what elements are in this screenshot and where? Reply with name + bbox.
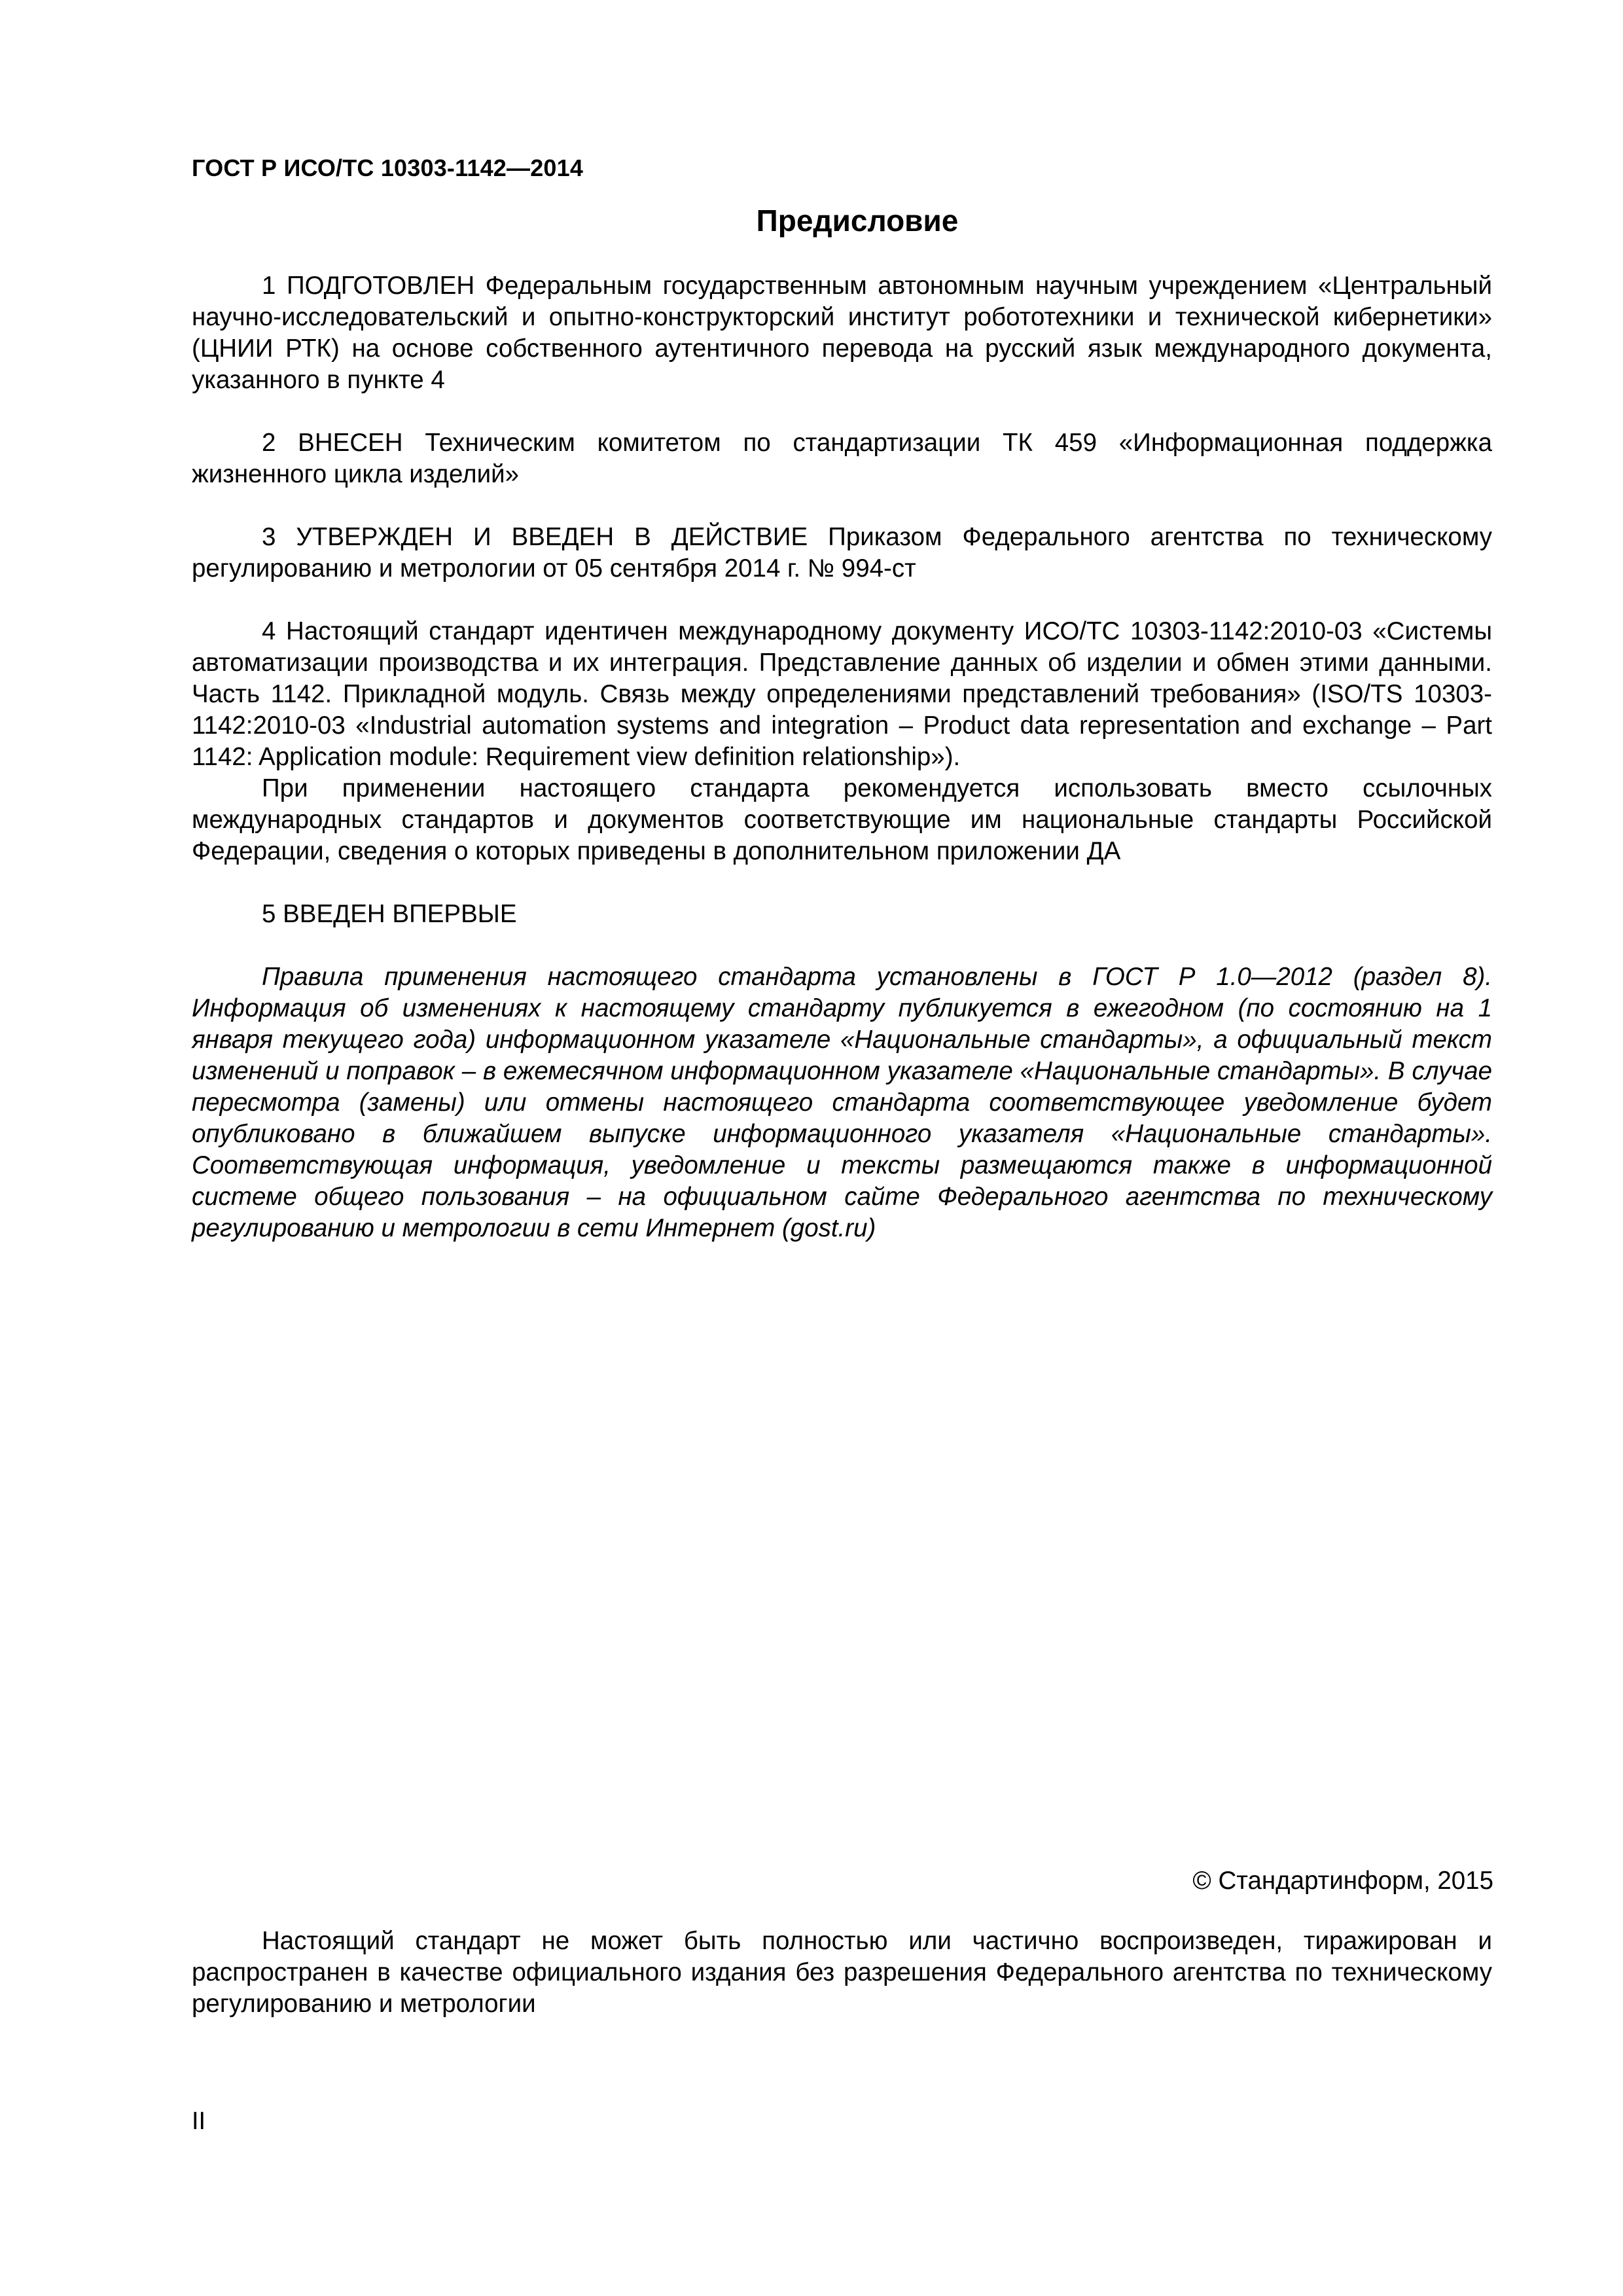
foreword-body (192, 270, 1492, 1244)
paragraph-introduced: 2 ВНЕСЕН Техническим комитетом по стандартизации ТК 459 «Информационная поддержка жизненного цикла изделий» (192, 429, 1492, 488)
document-header: ГОСТ Р ИСО/ТС 10303-1142—2014 (192, 154, 584, 181)
page-number: II (192, 2108, 206, 2135)
paragraph-references: При применении настоящего стандарта рекомендуется использовать вместо ссылочных международных стандартов и документов соответствующие им национальные стандарты Российской Федерации, сведения о которых приведены в дополнительном приложении ДА (192, 774, 1492, 865)
copyright-line: © Стандартинформ, 2015 (1192, 1867, 1493, 1895)
paragraph-identical: 4 Настоящий стандарт идентичен международному документу ИСО/ТС 10303-1142:2010-03 «Системы автоматизации производства и их интеграция. Представление данных об изделии и обмен этими данными. Часть 1142. Прикладной модуль. Связь между определениями представлений требования» (ISO/TS 10303-1142:2010-03 «Industrial automation systems and integration – Product data representation and exchange – Part 1142: Application module: Requirement view definition relationship»). (192, 617, 1492, 771)
paragraph-first-introduced: 5 ВВЕДЕН ВПЕРВЫЕ (262, 900, 517, 928)
reproduction-notice: Настоящий стандарт не может быть полностью или частично воспроизведен, тиражирован и распространен в качестве официального издания без разрешения Федерального агентства по техническому регулированию и метрологии (192, 1927, 1492, 2018)
paragraph-approved: 3 УТВЕРЖДЕН И ВВЕДЕН В ДЕЙСТВИЕ Приказом Федерального агентства по техническому регулированию и метрологии от 05 сентября 2014 г. № 994-ст (192, 523, 1492, 583)
page-title: Предисловие (756, 204, 959, 238)
paragraph-application-rules: Правила применения настоящего стандарта установлены в ГОСТ Р 1.0—2012 (раздел 8). Информация об изменениях к настоящему стандарту публикуется в ежегодном (по состоянию на 1 января текущего года) информационном указателе «Национальные стандарты», а официальный текст изменений и поправок – в ежемесячном информационном указателе «Национальные стандарты». В случае пересмотра (замены) или отмены настоящего стандарта соответствующее уведомление будет опубликовано в ближайшем выпуске информационного указателя «Национальные стандарты». Соответствующая информация, уведомление и тексты размещаются также в информационной системе общего пользования – на официальном сайте Федерального агентства по техническому регулированию и метрологии в сети Интернет (gost.ru) (192, 963, 1492, 1242)
paragraph-prepared: 1 ПОДГОТОВЛЕН Федеральным государственным автономным научным учреждением «Центральный научно-исследовательский и опытно-конструкторский институт робототехники и технической кибернетики» (ЦНИИ РТК) на основе собственного аутентичного перевода на русский язык международного документа, указанного в пункте 4 (192, 272, 1492, 394)
